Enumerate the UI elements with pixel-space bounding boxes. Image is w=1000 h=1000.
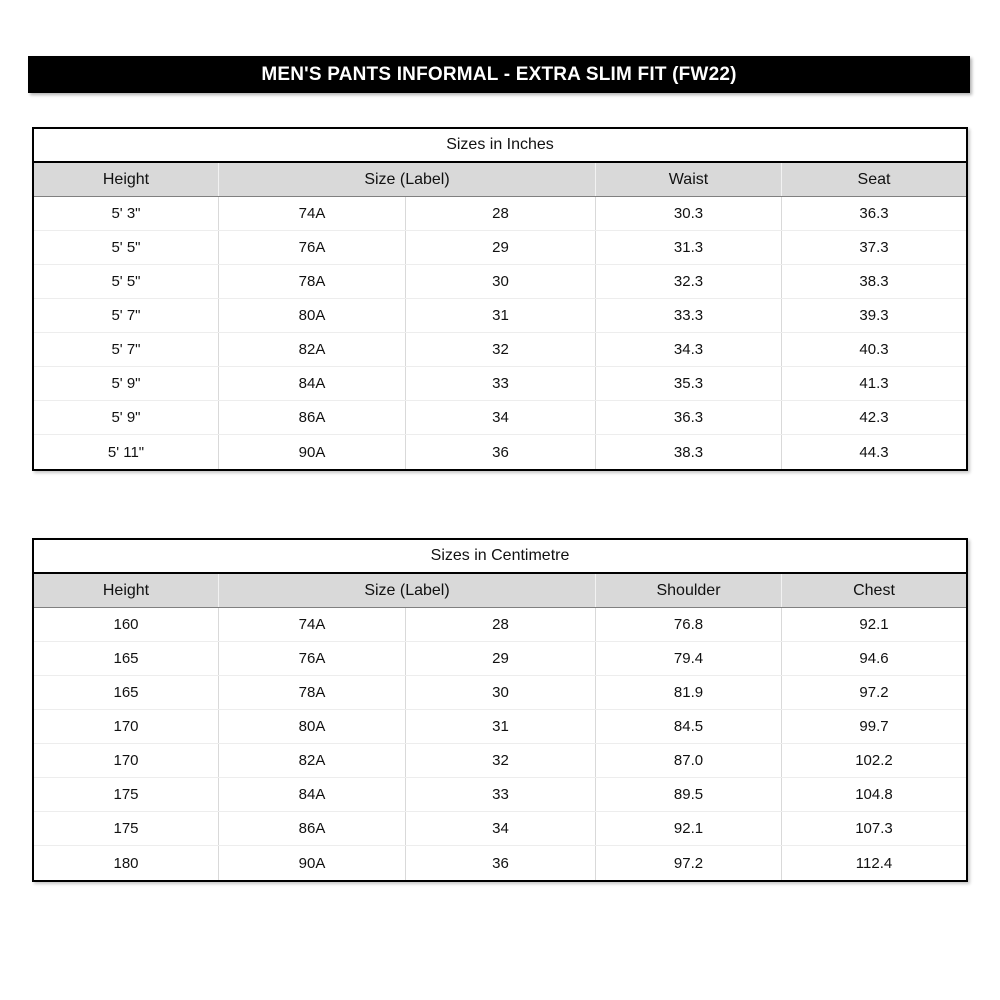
table-cell: 165 <box>113 650 139 667</box>
page-title: MEN'S PANTS INFORMAL - EXTRA SLIM FIT (FW22) <box>261 63 737 85</box>
table-row <box>34 435 966 469</box>
table-cell: 32 <box>405 333 595 366</box>
table-cell: 29 <box>405 231 595 264</box>
table-cell: 107.3 <box>781 812 966 845</box>
table-cell: 99.7 <box>781 710 966 743</box>
column-header: Size (Label) <box>218 163 595 196</box>
table-cell: 81.9 <box>595 676 781 709</box>
table-cell: 92.1 <box>781 608 966 641</box>
table-row <box>34 367 966 401</box>
table-row <box>34 778 966 812</box>
table-cell: 33 <box>405 367 595 400</box>
table-cell: 76.8 <box>595 608 781 641</box>
table-row <box>34 401 966 435</box>
table-cell: 30 <box>405 676 595 709</box>
sizes-in-inches-table <box>32 127 968 471</box>
table-header-row <box>34 163 966 197</box>
table-cell: 36.3 <box>781 197 966 230</box>
table-cell: 170 <box>113 752 139 769</box>
table-cell: 35.3 <box>595 367 781 400</box>
table-cell: 90A <box>218 435 405 469</box>
table-cell: 38.3 <box>595 435 781 469</box>
table-cell: 79.4 <box>595 642 781 675</box>
table-cell: 97.2 <box>781 676 966 709</box>
table-cell: 82A <box>218 333 405 366</box>
table-cell: 5' 5" <box>111 273 141 290</box>
page-title-banner <box>28 56 970 93</box>
table-cell: 5' 11" <box>107 443 145 461</box>
table-cell: 89.5 <box>595 778 781 811</box>
table-cell: 80A <box>218 299 405 332</box>
table-cell: 74A <box>218 608 405 641</box>
column-header: Waist <box>595 163 781 196</box>
table-cell: 34.3 <box>595 333 781 366</box>
table-cell: 28 <box>405 608 595 641</box>
table-cell: 180 <box>113 854 139 872</box>
column-header: Height <box>102 170 150 188</box>
table-body <box>34 197 966 469</box>
table-cell: 39.3 <box>781 299 966 332</box>
table-cell: 160 <box>113 616 139 633</box>
table-cell: 33 <box>405 778 595 811</box>
table-cell: 44.3 <box>781 435 966 469</box>
table-cell: 94.6 <box>781 642 966 675</box>
table-row <box>34 846 966 880</box>
table-row <box>34 710 966 744</box>
table-cell: 36 <box>405 846 595 880</box>
table-row <box>34 265 966 299</box>
table-row <box>34 676 966 710</box>
table-cell: 40.3 <box>781 333 966 366</box>
table-cell: 30.3 <box>595 197 781 230</box>
column-header: Size (Label) <box>218 574 595 607</box>
table-cell: 104.8 <box>781 778 966 811</box>
table-cell: 5' 9" <box>111 375 141 392</box>
column-header: Seat <box>781 163 966 196</box>
column-header: Chest <box>781 574 966 607</box>
table-cell: 74A <box>218 197 405 230</box>
table-cell: 97.2 <box>595 846 781 880</box>
table-cell: 31.3 <box>595 231 781 264</box>
table-cell: 170 <box>113 718 139 735</box>
sizes-in-centimetre-table <box>32 538 968 882</box>
table-cell: 87.0 <box>595 744 781 777</box>
table-cell: 175 <box>113 786 139 803</box>
table-cell: 82A <box>218 744 405 777</box>
table-row <box>34 299 966 333</box>
table-title: Sizes in Centimetre <box>34 540 966 574</box>
table-cell: 5' 5" <box>111 239 141 256</box>
table-row <box>34 197 966 231</box>
table-cell: 5' 7" <box>111 341 141 358</box>
table-cell: 5' 7" <box>111 307 141 324</box>
table-cell: 30 <box>405 265 595 298</box>
table-cell: 42.3 <box>781 401 966 434</box>
table-cell: 84.5 <box>595 710 781 743</box>
table-cell: 90A <box>218 846 405 880</box>
table-cell: 84A <box>218 778 405 811</box>
table-cell: 84A <box>218 367 405 400</box>
table-cell: 112.4 <box>781 846 966 880</box>
table-body <box>34 608 966 880</box>
table-cell: 29 <box>405 642 595 675</box>
table-cell: 32 <box>405 744 595 777</box>
table-row <box>34 231 966 265</box>
table-row <box>34 744 966 778</box>
table-cell: 76A <box>218 231 405 264</box>
table-cell: 32.3 <box>595 265 781 298</box>
table-row <box>34 333 966 367</box>
table-row <box>34 812 966 846</box>
table-cell: 92.1 <box>595 812 781 845</box>
table-cell: 86A <box>218 812 405 845</box>
table-cell: 5' 9" <box>111 409 141 426</box>
table-cell: 165 <box>113 684 139 701</box>
table-title: Sizes in Inches <box>34 129 966 163</box>
table-cell: 31 <box>405 710 595 743</box>
table-cell: 78A <box>218 676 405 709</box>
table-cell: 28 <box>405 197 595 230</box>
table-cell: 175 <box>113 820 139 837</box>
table-row <box>34 608 966 642</box>
table-cell: 86A <box>218 401 405 434</box>
table-cell: 33.3 <box>595 299 781 332</box>
table-cell: 36 <box>405 435 595 469</box>
table-cell: 102.2 <box>781 744 966 777</box>
table-cell: 34 <box>405 401 595 434</box>
column-header: Shoulder <box>595 574 781 607</box>
table-cell: 31 <box>405 299 595 332</box>
table-cell: 76A <box>218 642 405 675</box>
table-cell: 34 <box>405 812 595 845</box>
table-cell: 36.3 <box>595 401 781 434</box>
table-cell: 38.3 <box>781 265 966 298</box>
table-cell: 5' 3" <box>111 205 141 222</box>
table-cell: 78A <box>218 265 405 298</box>
table-cell: 41.3 <box>781 367 966 400</box>
column-header: Height <box>102 581 150 599</box>
table-header-row <box>34 574 966 608</box>
table-cell: 37.3 <box>781 231 966 264</box>
table-cell: 80A <box>218 710 405 743</box>
table-row <box>34 642 966 676</box>
